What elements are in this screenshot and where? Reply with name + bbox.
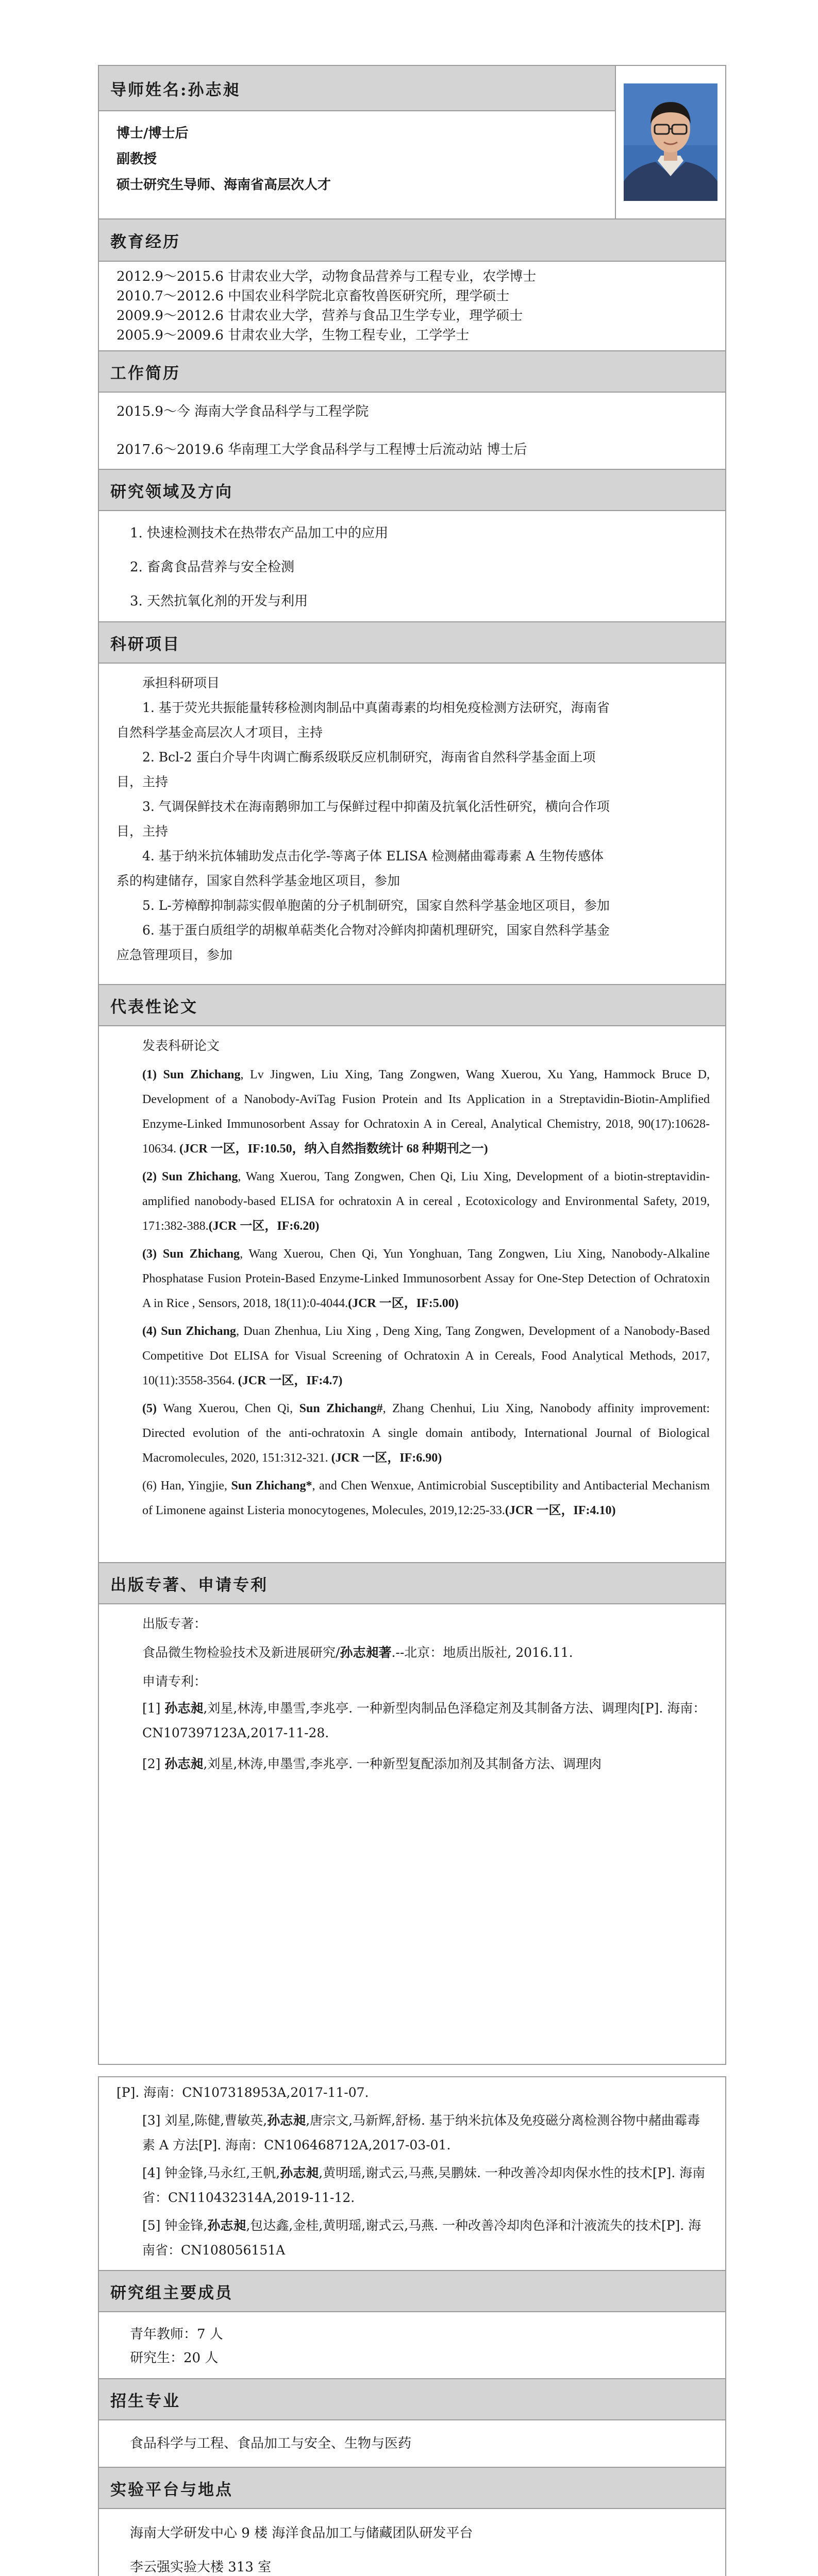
patent-item-1 bbox=[116, 1696, 710, 1745]
project-line: 3. 气调保鲜技术在海南鹅卵加工与保鲜过程中抑菌及抗氧化活性研究，横向合作项 bbox=[142, 799, 610, 814]
paper-num: (3) bbox=[142, 1247, 163, 1261]
paper-citation: , Lv Jingwen, Liu Xing, Tang Zongwen, Wang Xuerou, Xu Yang, Hammock Bruce D, Development of a Nanobody-AviTag Fusion Protein and Its Application in a Streptavidin-Biotin-Amplified Enzyme-Linked Immunosorbent Assay for Ochratoxin A in Cereal, Analytical Chemistry, 2018, 90(17):10628-10634. bbox=[142, 1068, 710, 1156]
paper-item-5 bbox=[116, 1396, 710, 1470]
patent-label: 申请专利： bbox=[142, 1674, 207, 1689]
papers-label: 发表科研论文 bbox=[142, 1038, 220, 1053]
book-publisher: .--北京：地质出版社, 2016.11. bbox=[391, 1645, 573, 1660]
research-item: 1. 快速检测技术在热带农产品加工中的应用 bbox=[130, 526, 389, 541]
project-line: 1. 基于荧光共振能量转移检测肉制品中真菌毒素的均相免疫检测方法研究，海南省 bbox=[142, 700, 610, 715]
projects-heading: 科研项目 bbox=[99, 621, 725, 664]
team-item: 研究生：20 人 bbox=[130, 2350, 219, 2366]
paper-num: (2) bbox=[142, 1170, 162, 1183]
title-degree: 博士/博士后 bbox=[116, 126, 189, 141]
patent-item-2-start bbox=[116, 1752, 710, 1776]
book-label: 出版专著： bbox=[142, 1616, 207, 1631]
portrait-photo bbox=[624, 83, 717, 201]
paper-citation: , Wang Xuerou, Tang Zongwen, Chen Qi, Liu Xing, Development of a biotin-streptavidin-amplified nanobody-based ELISA for ochratoxin A in cereal , Ecotoxicology and Environmental Safety, 2019, 171:382-388. bbox=[142, 1170, 710, 1233]
lab-item: 李云强实验大楼 313 室 bbox=[130, 2560, 272, 2575]
book-title: 食品微生物检验技术及新进展研究/ bbox=[142, 1645, 340, 1660]
patents-list bbox=[99, 1604, 725, 1782]
work-list bbox=[99, 393, 725, 469]
paper-author: Sun Zhichang bbox=[161, 1170, 238, 1183]
paper-author: Sun Zhichang bbox=[161, 1325, 236, 1338]
paper-num: (5) bbox=[142, 1402, 163, 1415]
lab-list bbox=[99, 2509, 725, 2576]
patent-authors: [5] 钟金锋, bbox=[142, 2218, 208, 2233]
profile-sheet-page-1 bbox=[98, 65, 726, 2065]
project-line: 6. 基于蛋白质组学的胡椒单萜类化合物对冷鲜肉抑菌机理研究，国家自然科学基金 bbox=[142, 923, 610, 938]
paper-coauthors: Han, Yingjie, bbox=[160, 1479, 231, 1493]
project-line: 应急管理项目，参加 bbox=[116, 947, 233, 962]
advisor-titles bbox=[99, 111, 615, 203]
research-list bbox=[99, 511, 725, 621]
paper-author: Sun Zhichang# bbox=[299, 1402, 383, 1415]
paper-citation: , and Chen Wenxue, Antimicrobial Susceptibility and Antibacterial Mechanism of Limonene against Listeria monocytogenes, Molecules, 2019,12:25-33. bbox=[142, 1479, 710, 1517]
patent-authors: [3] 刘星,陈健,曹敏英, bbox=[142, 2113, 268, 2128]
paper-item-2 bbox=[116, 1164, 710, 1239]
patent-text: ,包达鑫,金桂,黄明瑶,谢式云,马燕. 一种改善冷却肉色泽和汁液流失的技术[P]. 海南省：CN108056151A bbox=[142, 2218, 702, 2258]
education-item: 2009.9～2012.6 甘肃农业大学，营养与食品卫生学专业，理学硕士 bbox=[116, 308, 523, 324]
paper-metric: (JCR 一区，IF:5.00) bbox=[348, 1297, 459, 1310]
paper-num: (4) bbox=[142, 1325, 161, 1338]
patent-text: ,黄明瑶,谢式云,马燕,吴鹏妹. 一种改善冷却肉保水性的技术[P]. 海南省：CN110432314A,2019-11-12. bbox=[142, 2165, 706, 2205]
paper-author: Sun Zhichang bbox=[163, 1068, 241, 1081]
papers-heading: 代表性论文 bbox=[99, 984, 725, 1026]
paper-citation: , Wang Xuerou, Chen Qi, Yun Yonghuan, Tang Zongwen, Liu Xing, Nanobody-Alkaline Phosphatase Fusion Protein-Based Enzyme-Linked Immunosorbent Assay for One-Step Detection of Ochratoxin A in Rice , Sensors, 2018, 18(11):0-4044. bbox=[142, 1247, 710, 1310]
paper-num: (6) bbox=[142, 1479, 161, 1493]
team-heading: 研究组主要成员 bbox=[99, 2270, 725, 2312]
title-role: 硕士研究生导师、海南省高层次人才 bbox=[116, 177, 331, 193]
project-line: 目，主持 bbox=[116, 824, 169, 839]
paper-num: (1) bbox=[142, 1068, 163, 1081]
patent-item-5 bbox=[116, 2213, 710, 2263]
patent-num: [2] bbox=[142, 1756, 165, 1771]
book-item bbox=[116, 1640, 710, 1665]
work-heading: 工作简历 bbox=[99, 350, 725, 393]
research-item: 2. 畜禽食品营养与安全检测 bbox=[130, 560, 295, 575]
paper-item-3 bbox=[116, 1242, 710, 1316]
patent-text: ,唐宗文,马新辉,舒杨. 基于纳米抗体及免疫磁分离检测谷物中赭曲霉毒素 A 方法[P]. 海南：CN106468712A,2017-03-01. bbox=[142, 2113, 700, 2153]
paper-author: Sun Zhichang* bbox=[231, 1479, 312, 1493]
photo-cell bbox=[616, 66, 725, 218]
education-item: 2012.9～2015.6 甘肃农业大学，动物食品营养与工程专业，农学博士 bbox=[116, 269, 537, 284]
project-line: 目，主持 bbox=[116, 774, 169, 789]
title-rank: 副教授 bbox=[116, 151, 157, 167]
lab-item: 海南大学研发中心 9 楼 海洋食品加工与储藏团队研发平台 bbox=[130, 2526, 473, 2541]
work-item: 2017.6～2019.6 华南理工大学食品科学与工程博士后流动站 博士后 bbox=[116, 442, 527, 457]
education-item: 2010.7～2012.6 中国农业科学院北京畜牧兽医研究所，理学硕士 bbox=[116, 289, 510, 304]
paper-citation: , Zhang Chenhui, Liu Xing, Nanobody affinity improvement: Directed evolution of the anti-ochratoxin A single domain antibody, International Journal of Biological Macromolecules, 2020, 151:312-321. bbox=[142, 1402, 710, 1465]
project-line: 系的构建储存，国家自然科学基金地区项目，参加 bbox=[116, 873, 400, 888]
education-item: 2005.9～2009.6 甘肃农业大学，生物工程专业，工学学士 bbox=[116, 328, 470, 343]
patents-heading: 出版专著、申请专利 bbox=[99, 1562, 725, 1604]
patent-item-2-end: [P]. 海南：CN107318953A,2017-11-07. bbox=[116, 2085, 369, 2100]
project-line: 自然科学基金高层次人才项目，主持 bbox=[116, 725, 323, 740]
team-list bbox=[99, 2312, 725, 2378]
profile-info bbox=[99, 66, 616, 218]
research-heading: 研究领域及方向 bbox=[99, 469, 725, 511]
majors-heading: 招生专业 bbox=[99, 2378, 725, 2420]
education-heading: 教育经历 bbox=[99, 219, 725, 262]
research-item: 3. 天然抗氧化剂的开发与利用 bbox=[130, 594, 308, 609]
patent-item-4 bbox=[116, 2161, 710, 2210]
patent-author: 孙志昶 bbox=[267, 2113, 306, 2128]
paper-metric: (JCR 一区，IF:6.90) bbox=[331, 1451, 442, 1465]
patent-author: 孙志昶 bbox=[164, 1701, 204, 1716]
paper-metric: (JCR 一区，IF:4.10) bbox=[505, 1504, 616, 1517]
lab-heading: 实验平台与地点 bbox=[99, 2467, 725, 2509]
paper-metric: (JCR 一区，IF:10.50，纳入自然指数统计 68 种期刊之一) bbox=[179, 1142, 488, 1156]
patent-author: 孙志昶 bbox=[164, 1756, 204, 1771]
patents-list-continued bbox=[99, 2077, 725, 2268]
projects-label: 承担科研项目 bbox=[142, 675, 220, 690]
advisor-name: 导师姓名:孙志昶 bbox=[99, 66, 615, 111]
paper-coauthors: Wang Xuerou, Chen Qi, bbox=[163, 1402, 299, 1415]
project-line: 2. Bcl-2 蛋白介导牛肉调亡酶系级联反应机制研究，海南省自然科学基金面上项 bbox=[142, 750, 596, 765]
paper-author: Sun Zhichang bbox=[162, 1247, 240, 1261]
projects-list bbox=[99, 664, 725, 973]
major-item: 食品科学与工程、食品加工与安全、生物与医药 bbox=[130, 2436, 412, 2451]
majors-list bbox=[99, 2420, 725, 2467]
patent-authors: [4] 钟金锋,马永红,王帆, bbox=[142, 2165, 280, 2180]
profile-header-block bbox=[99, 66, 725, 219]
paper-item-1 bbox=[116, 1062, 710, 1161]
patent-author: 孙志昶 bbox=[207, 2218, 246, 2233]
work-item: 2015.9～今 海南大学食品科学与工程学院 bbox=[116, 404, 369, 419]
education-list bbox=[99, 262, 725, 350]
patent-text: ,刘星,林涛,申墨雪,李兆亭. 一种新型肉制品色泽稳定剂及其制备方法、调理肉[P]. 海南：CN107397123A,2017-11-28. bbox=[142, 1701, 706, 1740]
project-line: 4. 基于纳米抗体辅助发点击化学-等离子体 ELISA 检测赭曲霉毒素 A 生物传感体 bbox=[142, 849, 604, 863]
patent-num: [1] bbox=[142, 1701, 165, 1716]
patent-item-3 bbox=[116, 2108, 710, 2158]
paper-citation: , Duan Zhenhua, Liu Xing , Deng Xing, Tang Zongwen, Development of a Nanobody-Based Competitive Dot ELISA for Visual Screening of Ochratoxin A in Cereals, Food Analytical Methods, 2017, 10(11):3558-3564. bbox=[142, 1325, 710, 1387]
project-line: 5. L-芳樟醇抑制蒜实假单胞菌的分子机制研究，国家自然科学基金地区项目，参加 bbox=[142, 898, 610, 913]
patent-author: 孙志昶 bbox=[280, 2165, 319, 2180]
team-item: 青年教师：7 人 bbox=[130, 2327, 223, 2342]
patent-text: ,刘星,林涛,申墨雪,李兆亭. 一种新型复配添加剂及其制备方法、调理肉 bbox=[203, 1756, 602, 1771]
paper-metric: (JCR 一区，IF:6.20) bbox=[208, 1219, 320, 1233]
book-author: 孙志昶著 bbox=[340, 1645, 392, 1660]
profile-sheet-page-2 bbox=[98, 2076, 726, 2576]
paper-item-6 bbox=[116, 1473, 710, 1523]
paper-metric: (JCR 一区，IF:4.7) bbox=[238, 1374, 343, 1387]
paper-item-4 bbox=[116, 1319, 710, 1393]
papers-list bbox=[99, 1026, 725, 1531]
